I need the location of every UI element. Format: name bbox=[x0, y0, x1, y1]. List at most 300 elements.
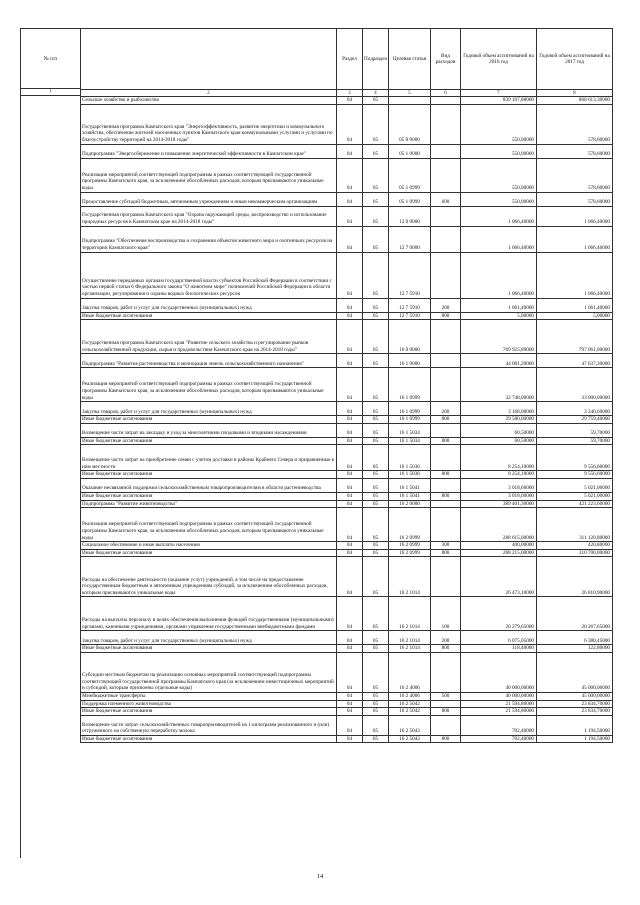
row-section: 04 bbox=[337, 354, 363, 368]
row-amount-2016: 288 615,00000 bbox=[461, 508, 537, 542]
row-amount-2017: 421 223,60000 bbox=[537, 500, 613, 508]
row-expense-type: 800 bbox=[431, 708, 461, 716]
row-name: Иные бюджетные ассигнования bbox=[81, 416, 337, 424]
row-section: 04 bbox=[337, 252, 363, 298]
row-amount-2016: 839 107,88000 bbox=[461, 97, 537, 105]
row-amount-2017: 578,60000 bbox=[537, 144, 613, 158]
row-name: Иные бюджетные ассигнования bbox=[81, 471, 337, 479]
table-row bbox=[81, 500, 613, 508]
row-name: Иные бюджетные ассигнования bbox=[81, 549, 337, 557]
row-expense-type bbox=[431, 320, 461, 354]
row-subsection: 05 bbox=[363, 471, 389, 479]
row-target-article: 05 1 0999 bbox=[389, 192, 431, 206]
row-expense-type: 800 bbox=[431, 492, 461, 500]
table-row bbox=[81, 354, 613, 368]
row-amount-2016: 6 075,05000 bbox=[461, 631, 537, 645]
row-expense-type bbox=[431, 715, 461, 735]
row-name: Государственная программа Камчатского края "Энергоэффективность, развитие энергетики и коммунального хозяйства, обеспечение жителей населенных пунктов Камчатского края коммунальными услугами и услугами по благоустройству территорий на 2014-2018 годы" bbox=[81, 104, 337, 144]
row-amount-2016: 29 580,00000 bbox=[461, 416, 537, 424]
row-expense-type: 200 bbox=[431, 298, 461, 312]
row-amount-2016: 1 066,40000 bbox=[461, 206, 537, 226]
row-amount-2017: 23 834,70000 bbox=[537, 708, 613, 716]
row-subsection: 05 bbox=[363, 508, 389, 542]
row-name: Иные бюджетные ассигнования bbox=[81, 735, 337, 743]
table-row bbox=[81, 542, 613, 550]
row-expense-type bbox=[431, 445, 461, 471]
row-target-article: 16 1 5036 bbox=[389, 471, 431, 479]
row-name: Предоставление субсидий бюджетным, автономным учреждениям и иным некоммерческим организациям bbox=[81, 192, 337, 206]
row-expense-type: 800 bbox=[431, 735, 461, 743]
row-section: 04 bbox=[337, 320, 363, 354]
row-expense-type bbox=[431, 104, 461, 144]
row-section: 04 bbox=[337, 445, 363, 471]
header-subsection: Подраздел bbox=[363, 29, 389, 90]
row-amount-2017: 797 061,00000 bbox=[537, 320, 613, 354]
row-name: Возмещение части затрат сельскохозяйственных товаропроизводителей на 1 килограмм реализованного и (или) отгруженного на собственную переработку молока bbox=[81, 715, 337, 735]
row-name: Иные бюджетные ассигнования bbox=[81, 312, 337, 320]
table-row bbox=[81, 298, 613, 312]
row-expense-type: 500 bbox=[431, 692, 461, 700]
row-section: 04 bbox=[337, 652, 363, 692]
row-section: 04 bbox=[337, 97, 363, 105]
row-subsection: 05 bbox=[363, 206, 389, 226]
row-amount-2017: 310 700,00000 bbox=[537, 549, 613, 557]
numbering-cell: 3 bbox=[337, 90, 363, 97]
row-section: 04 bbox=[337, 542, 363, 550]
row-amount-2017: 578,60000 bbox=[537, 104, 613, 144]
row-name: Подпрограмма "Развитие растениеводства и мелиорация земель сельскохозяйственного назначения" bbox=[81, 354, 337, 368]
row-name: Оказание несвязанной поддержки сельскохозяйственным товаропроизводителям в области растениеводства bbox=[81, 478, 337, 492]
row-subsection: 05 bbox=[363, 312, 389, 320]
row-expense-type: 800 bbox=[431, 437, 461, 445]
table-row bbox=[81, 437, 613, 445]
row-name: Расходы на обеспечение деятельности (оказание услуг) учреждений, в том числе на предоставление государственным бюджетным и автономным учреждениям субсидий, за исключением обособленных расходов, которым присваиваются уникальные коды bbox=[81, 557, 337, 597]
row-subsection: 05 bbox=[363, 492, 389, 500]
row-amount-2016: 8 254,10000 bbox=[461, 445, 537, 471]
table-row bbox=[81, 158, 613, 192]
row-target-article: 16 2 0999 bbox=[389, 542, 431, 550]
row-amount-2017: 47 637,30000 bbox=[537, 354, 613, 368]
row-expense-type bbox=[431, 368, 461, 402]
budget-table-container bbox=[80, 28, 612, 743]
row-amount-2017: 26 810,90000 bbox=[537, 557, 613, 597]
table-row bbox=[81, 735, 613, 743]
table-row bbox=[81, 492, 613, 500]
table-row bbox=[81, 144, 613, 158]
row-expense-type bbox=[431, 158, 461, 192]
row-target-article: 16 1 5041 bbox=[389, 478, 431, 492]
row-amount-2016: 32 748,00000 bbox=[461, 368, 537, 402]
row-expense-type bbox=[431, 478, 461, 492]
row-amount-2016: 3 018,60000 bbox=[461, 492, 537, 500]
row-section: 04 bbox=[337, 692, 363, 700]
row-amount-2016: 21 594,80000 bbox=[461, 708, 537, 716]
numbering-cell: 6 bbox=[431, 90, 461, 97]
header-row bbox=[81, 29, 613, 90]
number-column bbox=[20, 95, 81, 858]
header-number-cell: № п/п bbox=[20, 28, 80, 89]
row-section: 04 bbox=[337, 631, 363, 645]
table-row bbox=[81, 368, 613, 402]
row-name: Расходы на выплаты персоналу в целях обеспечения выполнения функций государственными (муниципальными) органами, казенными учреждениями, органами управления государственными внебюджетными фондами bbox=[81, 597, 337, 631]
numbering-cell: 4 bbox=[363, 90, 389, 97]
row-amount-2016: 20 279,65000 bbox=[461, 597, 537, 631]
row-amount-2016: 1 061,40000 bbox=[461, 298, 537, 312]
row-name: Иные бюджетные ассигнования bbox=[81, 645, 337, 653]
row-name: Подпрограмма "Энергосбережение и повышение энергетической эффективности в Камчатском крае" bbox=[81, 144, 337, 158]
row-amount-2017: 1 194,50000 bbox=[537, 735, 613, 743]
budget-table bbox=[80, 28, 613, 743]
row-section: 04 bbox=[337, 144, 363, 158]
row-expense-type bbox=[431, 700, 461, 708]
table-body bbox=[81, 97, 613, 743]
row-target-article: 05 1 0000 bbox=[389, 144, 431, 158]
row-name: Межбюджетные трансферты bbox=[81, 692, 337, 700]
table-row bbox=[81, 549, 613, 557]
row-name: Поддержка племенного животноводства bbox=[81, 700, 337, 708]
row-amount-2016: 5,00000 bbox=[461, 312, 537, 320]
row-amount-2016: 40 000,00000 bbox=[461, 652, 537, 692]
row-target-article: 12 0 0000 bbox=[389, 206, 431, 226]
row-amount-2016: 769 925,89000 bbox=[461, 320, 537, 354]
row-section: 04 bbox=[337, 158, 363, 192]
row-amount-2017: 23 834,70000 bbox=[537, 700, 613, 708]
row-expense-type: 200 bbox=[431, 631, 461, 645]
table-row bbox=[81, 700, 613, 708]
row-target-article: 12 7 5910 bbox=[389, 312, 431, 320]
row-target-article: 16 1 0999 bbox=[389, 368, 431, 402]
row-amount-2017: 1 061,40000 bbox=[537, 298, 613, 312]
row-subsection: 05 bbox=[363, 700, 389, 708]
row-target-article: 16 2 5042 bbox=[389, 700, 431, 708]
row-target-article: 16 2 5043 bbox=[389, 735, 431, 743]
row-expense-type bbox=[431, 226, 461, 252]
row-section: 04 bbox=[337, 557, 363, 597]
row-amount-2017: 1 066,40000 bbox=[537, 226, 613, 252]
row-target-article: 16 1 5041 bbox=[389, 492, 431, 500]
row-amount-2016: 1 066,40000 bbox=[461, 226, 537, 252]
row-amount-2016: 389 401,30000 bbox=[461, 500, 537, 508]
row-subsection: 05 bbox=[363, 692, 389, 700]
row-section: 04 bbox=[337, 715, 363, 735]
table-row bbox=[81, 104, 613, 144]
row-subsection: 05 bbox=[363, 97, 389, 105]
row-expense-type bbox=[431, 508, 461, 542]
numbering-cell: 2 bbox=[81, 90, 337, 97]
row-target-article: 16 2 0000 bbox=[389, 500, 431, 508]
row-subsection: 05 bbox=[363, 445, 389, 471]
row-amount-2017: 578,60000 bbox=[537, 158, 613, 192]
row-subsection: 05 bbox=[363, 252, 389, 298]
row-amount-2017: 311 120,80000 bbox=[537, 508, 613, 542]
row-name: Реализация мероприятий соответствующей подпрограммы в рамках соответствующей государственной программы Камчатского края, за исключением обособленных расходов, которым присваиваются уникальные коды bbox=[81, 508, 337, 542]
row-expense-type bbox=[431, 144, 461, 158]
row-name: Возмещение части затрат на закладку и уход за многолетними плодовыми и ягодными насаждениями bbox=[81, 423, 337, 437]
row-amount-2016: 44 081,20000 bbox=[461, 354, 537, 368]
row-name: Сельское хозяйство и рыболовство bbox=[81, 97, 337, 105]
row-amount-2017: 5,00000 bbox=[537, 312, 613, 320]
row-expense-type bbox=[431, 557, 461, 597]
row-name: Закупка товаров, работ и услуг для государственных (муниципальных) нужд bbox=[81, 631, 337, 645]
header-name bbox=[81, 29, 337, 90]
row-target-article: 16 1 0999 bbox=[389, 402, 431, 416]
table-row bbox=[81, 652, 613, 692]
row-expense-type: 200 bbox=[431, 402, 461, 416]
row-name: Подпрограмма "Обеспечение воспроизводства и сохранения объектов животного мира и охотничьих ресурсов на территории Камчатского края" bbox=[81, 226, 337, 252]
row-amount-2017: 59,70000 bbox=[537, 423, 613, 437]
row-subsection: 05 bbox=[363, 402, 389, 416]
row-subsection: 05 bbox=[363, 437, 389, 445]
numbering-cell: 5 bbox=[389, 90, 431, 97]
row-amount-2016: 8 254,10000 bbox=[461, 471, 537, 479]
row-target-article: 16 2 1014 bbox=[389, 557, 431, 597]
row-amount-2016: 702,40000 bbox=[461, 735, 537, 743]
numbering-row bbox=[81, 90, 613, 97]
row-amount-2016: 550,00000 bbox=[461, 158, 537, 192]
row-section: 04 bbox=[337, 192, 363, 206]
row-amount-2016: 550,00000 bbox=[461, 144, 537, 158]
row-amount-2016: 400,00000 bbox=[461, 542, 537, 550]
row-amount-2017: 5 021,00000 bbox=[537, 478, 613, 492]
row-target-article: 16 2 1014 bbox=[389, 631, 431, 645]
table-row bbox=[81, 471, 613, 479]
row-target-article: 16 2 4006 bbox=[389, 692, 431, 700]
row-target-article: 12 7 5910 bbox=[389, 252, 431, 298]
row-amount-2016: 60,50000 bbox=[461, 437, 537, 445]
row-target-article: 16 2 0999 bbox=[389, 508, 431, 542]
row-subsection: 05 bbox=[363, 500, 389, 508]
row-section: 04 bbox=[337, 298, 363, 312]
row-section: 04 bbox=[337, 508, 363, 542]
row-section: 04 bbox=[337, 104, 363, 144]
row-expense-type: 100 bbox=[431, 597, 461, 631]
row-target-article bbox=[389, 97, 431, 105]
row-section: 04 bbox=[337, 549, 363, 557]
row-name: Реализация мероприятий соответствующей подпрограммы в рамках соответствующей государственной программы Камчатского края, за исключением обособленных расходов, которым присваиваются уникальные коды bbox=[81, 368, 337, 402]
row-expense-type bbox=[431, 252, 461, 298]
row-subsection: 05 bbox=[363, 368, 389, 402]
row-section: 04 bbox=[337, 700, 363, 708]
table-row bbox=[81, 252, 613, 298]
table-row bbox=[81, 320, 613, 354]
row-name: Субсидии местным бюджетам на реализацию основных мероприятий соответствующей подпрограммы соответствующей государственной программы Камчатского края (за исключением инвестиционных мероприятий и субсидий, которым присвоены отдельные коды) bbox=[81, 652, 337, 692]
row-expense-type bbox=[431, 206, 461, 226]
row-expense-type bbox=[431, 652, 461, 692]
table-row bbox=[81, 692, 613, 700]
row-target-article: 16 1 5034 bbox=[389, 423, 431, 437]
row-subsection: 05 bbox=[363, 144, 389, 158]
row-expense-type: 600 bbox=[431, 192, 461, 206]
row-name: Подпрограмма "Развитие животноводства" bbox=[81, 500, 337, 508]
table-row bbox=[81, 97, 613, 105]
row-subsection: 05 bbox=[363, 715, 389, 735]
row-name: Закупка товаров, работ и услуг для государственных (муниципальных) нужд bbox=[81, 402, 337, 416]
table-row bbox=[81, 508, 613, 542]
table-row bbox=[81, 402, 613, 416]
row-amount-2017: 1 066,40000 bbox=[537, 252, 613, 298]
row-subsection: 05 bbox=[363, 423, 389, 437]
row-name: Закупка товаров, работ и услуг для государственных (муниципальных) нужд bbox=[81, 298, 337, 312]
row-section: 04 bbox=[337, 492, 363, 500]
row-subsection: 05 bbox=[363, 192, 389, 206]
header-expense-type: Вид расходов bbox=[431, 29, 461, 90]
row-subsection: 05 bbox=[363, 478, 389, 492]
header-target-article: Целевая статья bbox=[389, 29, 431, 90]
row-target-article: 16 1 5036 bbox=[389, 445, 431, 471]
row-amount-2017: 578,60000 bbox=[537, 192, 613, 206]
row-expense-type: 800 bbox=[431, 645, 461, 653]
table-row bbox=[81, 445, 613, 471]
row-section: 04 bbox=[337, 416, 363, 424]
row-expense-type bbox=[431, 423, 461, 437]
row-target-article: 16 2 4006 bbox=[389, 652, 431, 692]
row-amount-2016: 3 018,60000 bbox=[461, 478, 537, 492]
row-amount-2017: 1 066,40000 bbox=[537, 206, 613, 226]
row-amount-2016: 1 066,40000 bbox=[461, 252, 537, 298]
row-amount-2017: 45 000,00000 bbox=[537, 652, 613, 692]
row-subsection: 05 bbox=[363, 158, 389, 192]
row-section: 04 bbox=[337, 423, 363, 437]
row-section: 04 bbox=[337, 471, 363, 479]
header-amount-2017: Годовой объем ассигнований на 2017 год bbox=[537, 29, 613, 90]
page-number: 14 bbox=[316, 873, 324, 880]
row-amount-2017: 9 556,60000 bbox=[537, 471, 613, 479]
table-row bbox=[81, 708, 613, 716]
table-row bbox=[81, 715, 613, 735]
row-amount-2016: 702,40000 bbox=[461, 715, 537, 735]
row-target-article: 05 1 0999 bbox=[389, 158, 431, 192]
row-subsection: 05 bbox=[363, 354, 389, 368]
row-name: Реализация мероприятий соответствующей подпрограммы в рамках соответствующей государственной программы Камчатского края, за исключением обособленных расходов, которым присваиваются уникальные коды bbox=[81, 158, 337, 192]
row-expense-type: 300 bbox=[431, 542, 461, 550]
row-section: 04 bbox=[337, 597, 363, 631]
row-section: 04 bbox=[337, 500, 363, 508]
row-subsection: 05 bbox=[363, 320, 389, 354]
row-amount-2017: 1 194,50000 bbox=[537, 715, 613, 735]
row-section: 04 bbox=[337, 708, 363, 716]
row-target-article: 16 1 5034 bbox=[389, 437, 431, 445]
row-target-article: 12 7 5910 bbox=[389, 298, 431, 312]
row-target-article: 16 2 5042 bbox=[389, 708, 431, 716]
row-amount-2016: 550,00000 bbox=[461, 104, 537, 144]
row-target-article: 16 2 1014 bbox=[389, 597, 431, 631]
row-section: 04 bbox=[337, 312, 363, 320]
row-subsection: 05 bbox=[363, 708, 389, 716]
row-amount-2016: 3 168,00000 bbox=[461, 402, 537, 416]
row-expense-type: 800 bbox=[431, 549, 461, 557]
row-section: 04 bbox=[337, 402, 363, 416]
row-amount-2016: 26 473,10000 bbox=[461, 557, 537, 597]
row-section: 04 bbox=[337, 206, 363, 226]
row-amount-2017: 45 000,00000 bbox=[537, 692, 613, 700]
numbering-cell: 7 bbox=[461, 90, 537, 97]
row-name: Социальное обеспечение и иные выплаты населению bbox=[81, 542, 337, 550]
row-name: Иные бюджетные ассигнования bbox=[81, 492, 337, 500]
row-section: 04 bbox=[337, 735, 363, 743]
numbering-cell: 8 bbox=[537, 90, 613, 97]
row-subsection: 05 bbox=[363, 542, 389, 550]
row-section: 04 bbox=[337, 437, 363, 445]
row-expense-type bbox=[431, 354, 461, 368]
row-expense-type bbox=[431, 500, 461, 508]
row-section: 04 bbox=[337, 368, 363, 402]
table-row bbox=[81, 312, 613, 320]
row-target-article: 16 1 0000 bbox=[389, 354, 431, 368]
row-name: Государственная программа Камчатского края "Развитие сельского хозяйства и регулирование рынков сельскохозяйственной продукции, сырья и продовольствия Камчатского края на 2014-2018 годы" bbox=[81, 320, 337, 354]
row-expense-type: 800 bbox=[431, 312, 461, 320]
row-subsection: 05 bbox=[363, 226, 389, 252]
table-row bbox=[81, 192, 613, 206]
row-target-article: 16 0 0000 bbox=[389, 320, 431, 354]
row-section: 04 bbox=[337, 645, 363, 653]
row-amount-2017: 6 380,45000 bbox=[537, 631, 613, 645]
row-section: 04 bbox=[337, 226, 363, 252]
table-row bbox=[81, 206, 613, 226]
row-subsection: 05 bbox=[363, 735, 389, 743]
row-amount-2016: 40 000,00000 bbox=[461, 692, 537, 700]
header-amount-2016: Годовой объем ассигнований на 2016 год bbox=[461, 29, 537, 90]
row-name: Иные бюджетные ассигнования bbox=[81, 708, 337, 716]
row-amount-2017: 3 240,60000 bbox=[537, 402, 613, 416]
table-row bbox=[81, 631, 613, 645]
header-section: Раздел bbox=[337, 29, 363, 90]
row-subsection: 05 bbox=[363, 652, 389, 692]
table-row bbox=[81, 226, 613, 252]
table-row bbox=[81, 645, 613, 653]
row-amount-2016: 118,40000 bbox=[461, 645, 537, 653]
row-amount-2017: 420,80000 bbox=[537, 542, 613, 550]
row-amount-2017: 20 267,65000 bbox=[537, 597, 613, 631]
row-target-article: 05 0 0000 bbox=[389, 104, 431, 144]
row-target-article: 16 2 0999 bbox=[389, 549, 431, 557]
row-amount-2016: 550,00000 bbox=[461, 192, 537, 206]
row-amount-2016: 288 215,00000 bbox=[461, 549, 537, 557]
row-target-article: 16 2 1014 bbox=[389, 645, 431, 653]
table-row bbox=[81, 557, 613, 597]
table-row bbox=[81, 597, 613, 631]
table-row bbox=[81, 478, 613, 492]
row-name: Возмещение части затрат на приобретение семян с учетом доставки в районы Крайнего Севера и приравненные к ним местности bbox=[81, 445, 337, 471]
row-amount-2017: 29 759,40000 bbox=[537, 416, 613, 424]
row-amount-2017: 122,80000 bbox=[537, 645, 613, 653]
row-subsection: 05 bbox=[363, 631, 389, 645]
row-subsection: 05 bbox=[363, 104, 389, 144]
row-target-article: 16 2 5043 bbox=[389, 715, 431, 735]
table-row bbox=[81, 423, 613, 437]
row-amount-2017: 9 556,60000 bbox=[537, 445, 613, 471]
row-amount-2016: 60,50000 bbox=[461, 423, 537, 437]
row-amount-2017: 5 021,00000 bbox=[537, 492, 613, 500]
row-name: Иные бюджетные ассигнования bbox=[81, 437, 337, 445]
row-expense-type: 800 bbox=[431, 471, 461, 479]
row-subsection: 05 bbox=[363, 597, 389, 631]
row-amount-2017: 33 000,00000 bbox=[537, 368, 613, 402]
row-subsection: 05 bbox=[363, 549, 389, 557]
row-expense-type bbox=[431, 97, 461, 105]
row-amount-2017: 59,70000 bbox=[537, 437, 613, 445]
row-subsection: 05 bbox=[363, 557, 389, 597]
row-subsection: 05 bbox=[363, 645, 389, 653]
row-name: Государственная программа Камчатского края "Охрана окружающей среды, воспроизводство и использование природных ресурсов в Камчатском крае на 2014-2018 годы" bbox=[81, 206, 337, 226]
row-amount-2017: 868 613,30000 bbox=[537, 97, 613, 105]
row-section: 04 bbox=[337, 478, 363, 492]
row-name: Осуществление переданных органам государственной власти субъектов Российской Федерации в соответствии с частью первой статьи 6 Федерального закона "О животном мире" полномочий Российской Федерации в области организации, регулирования и охраны водных биологических ресурсов bbox=[81, 252, 337, 298]
table-row bbox=[81, 416, 613, 424]
row-target-article: 12 7 0000 bbox=[389, 226, 431, 252]
row-subsection: 05 bbox=[363, 298, 389, 312]
row-amount-2016: 21 594,80000 bbox=[461, 700, 537, 708]
numbering-cell-1: 1 bbox=[20, 89, 80, 96]
